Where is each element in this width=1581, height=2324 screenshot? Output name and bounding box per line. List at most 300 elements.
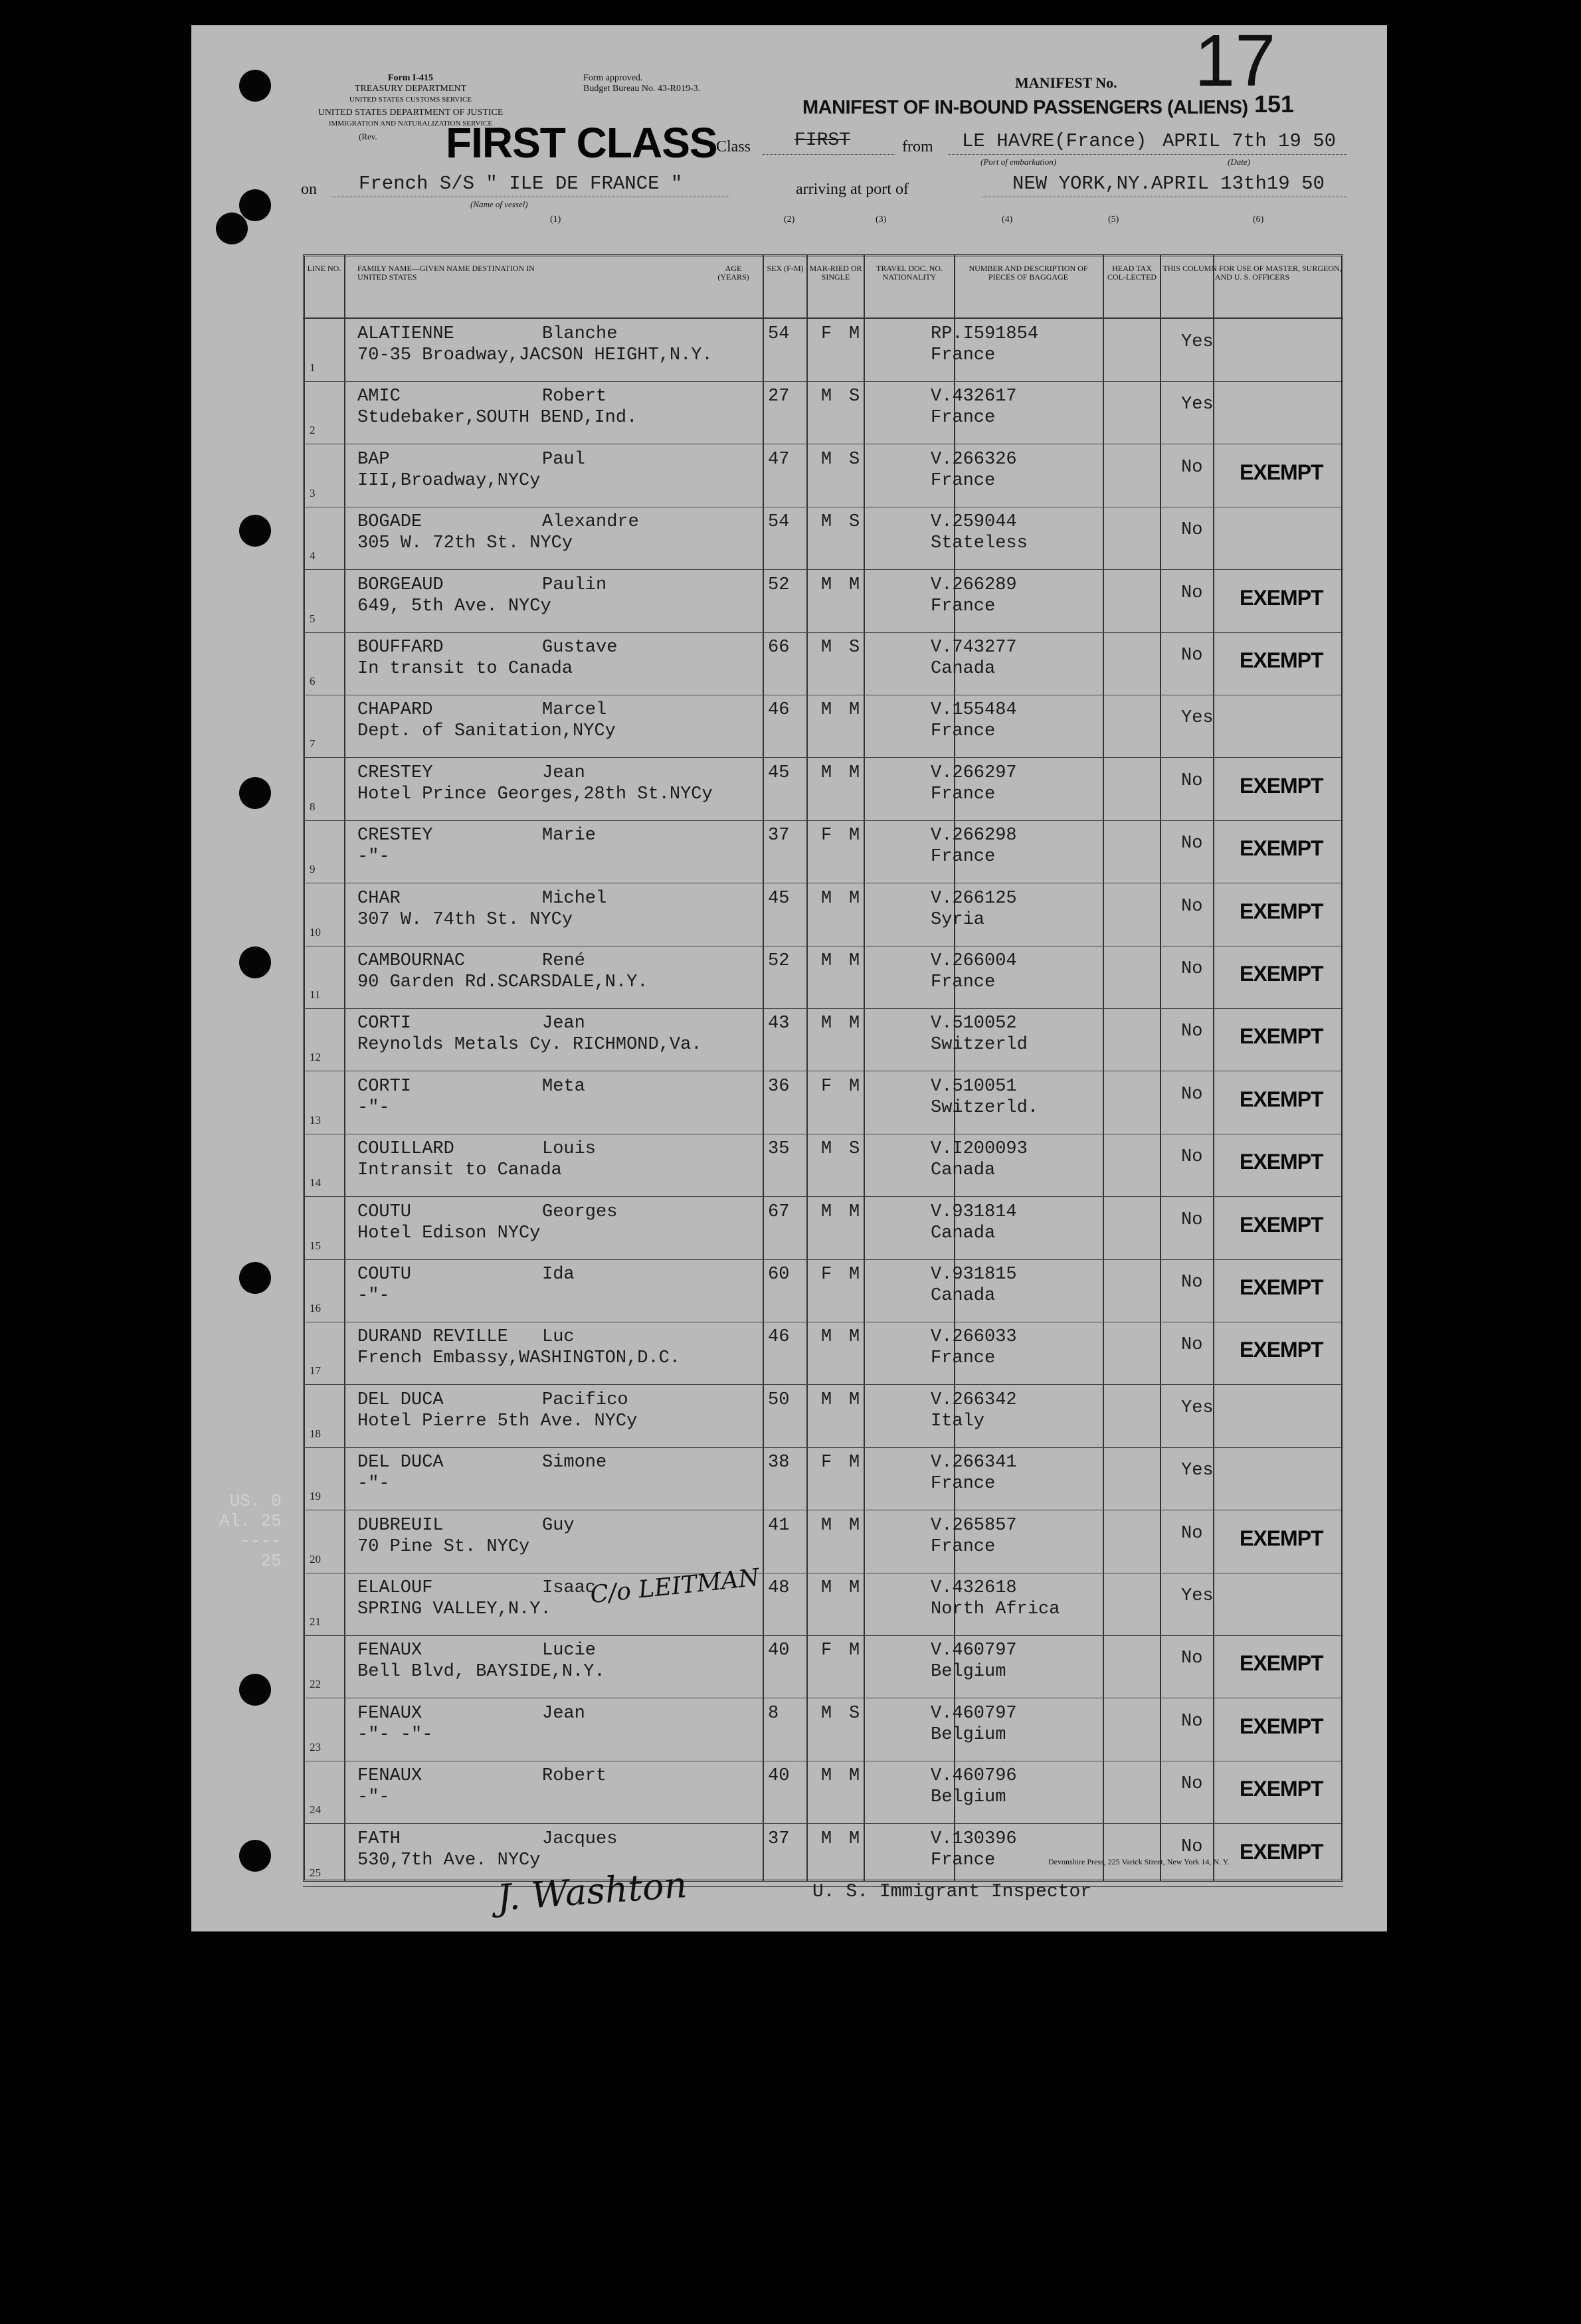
table-row — [303, 1447, 1343, 1510]
table-row — [303, 946, 1343, 1009]
table-row — [303, 695, 1343, 758]
on-label: on — [301, 181, 317, 198]
first-class-stamp: FIRST CLASS — [446, 119, 717, 167]
passenger-surname: CAMBOURNAC — [357, 951, 466, 971]
col-line-no: LINE NO. — [307, 264, 341, 273]
passenger-doc: V.I200093 — [931, 1139, 1028, 1160]
col-travel-doc: TRAVEL DOC. NO. NATIONALITY — [876, 264, 943, 282]
passenger-age: 43 — [768, 1014, 790, 1034]
passenger-nat: France — [931, 345, 996, 365]
table-row — [303, 570, 1343, 633]
passenger-sex: M — [821, 1515, 832, 1536]
passenger-officer-note: EXEMPT — [1240, 1212, 1323, 1237]
binder-hole — [239, 1840, 271, 1872]
passenger-surname: FENAUX — [357, 1703, 422, 1724]
passenger-sex: F — [821, 324, 832, 344]
passenger-surname: BOUFFARD — [357, 638, 444, 658]
passenger-doc: V.266298 — [931, 826, 1017, 846]
rev-label: (Rev. — [359, 132, 377, 141]
passenger-dest: Intransit to Canada — [357, 1160, 562, 1181]
table-row — [303, 883, 1343, 946]
passenger-line: 20 — [310, 1552, 321, 1565]
binder-hole — [239, 70, 271, 102]
passenger-nat: Canada — [931, 659, 996, 679]
passenger-sex: F — [821, 1641, 832, 1661]
passenger-age: 27 — [768, 387, 790, 407]
passenger-dest: Studebaker,SOUTH BEND,Ind. — [357, 408, 638, 428]
passenger-surname: CRESTEY — [357, 826, 433, 846]
passenger-dest: Hotel Edison NYCy — [357, 1223, 541, 1243]
passenger-ms: M — [849, 1327, 860, 1348]
passenger-ms: M — [849, 1076, 860, 1097]
passenger-officer-note: EXEMPT — [1240, 836, 1323, 861]
passenger-line: 22 — [310, 1678, 321, 1691]
manifest-label: MANIFEST No. — [1015, 74, 1117, 91]
passenger-ms: M — [849, 1766, 860, 1787]
passenger-tax: Yes — [1181, 1586, 1214, 1606]
treasury-dept: TREASURY DEPARTMENT — [354, 84, 467, 94]
passenger-officer-note: EXEMPT — [1240, 773, 1323, 798]
passenger-doc: V.510051 — [931, 1076, 1017, 1097]
passenger-sex: M — [821, 638, 832, 658]
passenger-given: Marie — [542, 826, 597, 846]
passenger-nat: France — [931, 470, 996, 491]
passenger-doc: V.931814 — [931, 1202, 1017, 1222]
passenger-ms: S — [849, 449, 860, 470]
passenger-tax: No — [1181, 1147, 1203, 1168]
passenger-surname: DEL DUCA — [357, 1453, 444, 1473]
passenger-given: Paulin — [542, 575, 607, 595]
passenger-given: Jean — [542, 762, 585, 783]
passenger-dest: -"- — [357, 847, 390, 867]
handwritten-note: C/o LEITMAN — [589, 1564, 761, 1609]
passenger-nat: Canada — [931, 1160, 996, 1181]
passenger-tax: No — [1181, 646, 1203, 666]
page-number: 151 — [1254, 90, 1295, 118]
passenger-sex: M — [821, 951, 832, 971]
passenger-ms: M — [849, 826, 860, 846]
passenger-sex: M — [821, 1202, 832, 1222]
passenger-doc: V.432617 — [931, 387, 1017, 407]
passenger-dest: -"- — [357, 1787, 390, 1808]
passenger-doc: V.266033 — [931, 1327, 1017, 1348]
passenger-nat: Syria — [931, 909, 985, 930]
passenger-doc: V.266341 — [931, 1453, 1017, 1473]
passenger-ms: S — [849, 387, 860, 407]
passenger-sex: M — [821, 1578, 832, 1598]
margin-tally — [219, 1491, 282, 1571]
passenger-given: Jacques — [542, 1829, 618, 1849]
passenger-officer-note: EXEMPT — [1240, 962, 1323, 986]
passenger-nat: France — [931, 596, 996, 616]
col-sex: SEX (F-M) — [767, 264, 804, 273]
passenger-sex: M — [821, 1703, 832, 1724]
passenger-age: 67 — [768, 1202, 790, 1222]
passenger-line: 14 — [310, 1176, 321, 1190]
passenger-dest: Hotel Pierre 5th Ave. NYCy — [357, 1411, 638, 1431]
passenger-surname: COUTU — [357, 1265, 412, 1285]
passenger-line: 18 — [310, 1427, 321, 1440]
passenger-surname: ELALOUF — [357, 1578, 433, 1598]
form-approved: Form approved. — [583, 73, 643, 83]
arriving-label: arriving at port of — [796, 181, 909, 198]
passenger-surname: DURAND REVILLE — [357, 1327, 508, 1348]
passenger-given: Jean — [542, 1703, 585, 1724]
passenger-surname: ALATIENNE — [357, 324, 454, 344]
passenger-doc: V.130396 — [931, 1829, 1017, 1849]
passenger-dest: -"- — [357, 1097, 390, 1118]
inspector-signature: J. Washton — [496, 1864, 689, 1919]
passenger-officer-note: EXEMPT — [1240, 585, 1323, 610]
passenger-nat: France — [931, 721, 996, 742]
passenger-line: 5 — [310, 612, 316, 625]
passenger-sex: M — [821, 1327, 832, 1348]
table-row — [303, 444, 1343, 507]
col-num-6: (6) — [1253, 215, 1264, 224]
passenger-line: 25 — [310, 1866, 321, 1879]
passenger-age: 40 — [768, 1766, 790, 1787]
passenger-surname: AMIC — [357, 387, 401, 407]
passenger-given: Georges — [542, 1202, 618, 1222]
from-label: from — [902, 138, 933, 155]
tally-total: 25 — [260, 1551, 282, 1571]
passenger-doc: V.266125 — [931, 888, 1017, 909]
port-embarkation: LE HAVRE(France) — [962, 130, 1147, 152]
passenger-given: Pacifico — [542, 1389, 628, 1410]
passenger-ms: M — [849, 1202, 860, 1222]
passenger-doc: V.266004 — [931, 951, 1017, 971]
passenger-surname: FENAUX — [357, 1766, 422, 1787]
passenger-dest: Hotel Prince Georges,28th St.NYCy — [357, 784, 713, 804]
passenger-surname: BORGEAUD — [357, 575, 444, 595]
passenger-nat: Switzerld — [931, 1035, 1028, 1055]
passenger-dest: 90 Garden Rd.SCARSDALE,N.Y. — [357, 972, 648, 992]
passenger-doc: V.743277 — [931, 638, 1017, 658]
passenger-officer-note: EXEMPT — [1240, 1338, 1323, 1362]
embark-date: APRIL 7th 19 50 — [1162, 130, 1337, 152]
passenger-nat: France — [931, 1850, 996, 1870]
passenger-age: 50 — [768, 1389, 790, 1410]
passenger-tax: No — [1181, 959, 1203, 979]
passenger-surname: BAP — [357, 449, 390, 470]
passenger-age: 35 — [768, 1139, 790, 1160]
passenger-dest: -"- — [357, 1286, 390, 1306]
col-married-single: MAR-RIED OR SINGLE — [809, 264, 862, 282]
passenger-sex: M — [821, 700, 832, 721]
passenger-given: Louis — [542, 1139, 597, 1160]
passenger-doc: V.931815 — [931, 1265, 1017, 1285]
table-row — [303, 1510, 1343, 1573]
vessel-name: French S/S " ILE DE FRANCE " — [359, 173, 683, 195]
passenger-nat: France — [931, 1474, 996, 1494]
passenger-officer-note: EXEMPT — [1240, 1024, 1323, 1049]
passenger-age: 54 — [768, 324, 790, 344]
tally-al: Al. 25 — [219, 1511, 282, 1531]
passenger-age: 60 — [768, 1265, 790, 1285]
passenger-sex: M — [821, 762, 832, 783]
passenger-age: 54 — [768, 512, 790, 533]
passenger-nat: Belgium — [931, 1662, 1006, 1682]
passenger-officer-note: EXEMPT — [1240, 1651, 1323, 1676]
passenger-given: Robert — [542, 1766, 607, 1787]
passenger-tax: No — [1181, 1649, 1203, 1669]
passenger-line: 10 — [310, 925, 321, 939]
justice-dept: UNITED STATES DEPARTMENT OF JUSTICE — [318, 108, 504, 118]
passenger-sex: M — [821, 575, 832, 595]
passenger-age: 40 — [768, 1641, 790, 1661]
passenger-officer-note: EXEMPT — [1240, 1087, 1323, 1111]
passenger-doc: V.266297 — [931, 762, 1017, 783]
table-row — [303, 1698, 1343, 1761]
passenger-nat: Stateless — [931, 533, 1028, 554]
table-row — [303, 820, 1343, 883]
passenger-given: Meta — [542, 1076, 585, 1097]
passenger-tax: No — [1181, 1273, 1203, 1293]
passenger-doc: V.460796 — [931, 1766, 1017, 1787]
table-row — [303, 1071, 1343, 1134]
passenger-given: Lucie — [542, 1641, 597, 1661]
passenger-surname: CHAR — [357, 888, 401, 909]
manifest-number: 17 — [1194, 20, 1276, 102]
passenger-surname: DEL DUCA — [357, 1389, 444, 1410]
passenger-dest: Bell Blvd, BAYSIDE,N.Y. — [357, 1662, 605, 1682]
passenger-surname: CHAPARD — [357, 700, 433, 721]
printer-imprint: Devonshire Press, 225 Varick Street, New York 14, N. Y. — [1048, 1857, 1230, 1866]
passenger-tax: Yes — [1181, 332, 1214, 352]
passenger-ms: M — [849, 1641, 860, 1661]
passenger-tax: Yes — [1181, 1461, 1214, 1481]
passenger-doc: RP.I591854 — [931, 324, 1039, 344]
passenger-surname: CORTI — [357, 1014, 412, 1034]
binder-hole — [239, 777, 271, 809]
passenger-age: 37 — [768, 826, 790, 846]
passenger-nat: France — [931, 972, 996, 992]
passenger-given: Marcel — [542, 700, 607, 721]
passenger-surname: FENAUX — [357, 1641, 422, 1661]
passenger-given: Isaac — [542, 1578, 597, 1598]
passenger-tax: Yes — [1181, 395, 1214, 415]
passenger-dest: SPRING VALLEY,N.Y. — [357, 1599, 551, 1619]
passenger-tax: No — [1181, 770, 1203, 791]
passenger-officer-note: EXEMPT — [1240, 648, 1323, 672]
passenger-surname: DUBREUIL — [357, 1515, 444, 1536]
passenger-tax: No — [1181, 520, 1203, 541]
passenger-ms: M — [849, 1265, 860, 1285]
passenger-nat: Belgium — [931, 1724, 1006, 1745]
passenger-line: 8 — [310, 800, 316, 813]
passenger-tax: No — [1181, 1836, 1203, 1857]
passenger-tax: No — [1181, 1774, 1203, 1795]
binder-hole — [239, 189, 271, 221]
passenger-tax: Yes — [1181, 1397, 1214, 1418]
passenger-line: 9 — [310, 863, 316, 876]
tally-separator: ---- — [240, 1531, 282, 1551]
passenger-given: Robert — [542, 387, 607, 407]
passenger-line: 1 — [310, 361, 316, 374]
passenger-sex: M — [821, 1389, 832, 1410]
passenger-given: Luc — [542, 1327, 575, 1348]
passenger-officer-note: EXEMPT — [1240, 1714, 1323, 1738]
table-row — [303, 1259, 1343, 1322]
passenger-given: Ida — [542, 1265, 575, 1285]
table-row — [303, 632, 1343, 695]
passenger-surname: COUTU — [357, 1202, 412, 1222]
form-number: Form I-415 — [387, 73, 434, 83]
passenger-ms: M — [849, 1014, 860, 1034]
passenger-line: 16 — [310, 1302, 321, 1314]
passenger-line: 21 — [310, 1615, 321, 1628]
col-name-destination: FAMILY NAME—GIVEN NAME DESTINATION IN UNITED STATES — [357, 264, 535, 282]
passenger-surname: CRESTEY — [357, 762, 433, 783]
passenger-officer-note: EXEMPT — [1240, 1275, 1323, 1299]
passenger-given: Jean — [542, 1014, 585, 1034]
passenger-doc: V.259044 — [931, 512, 1017, 533]
passenger-dest: III,Broadway,NYCy — [357, 470, 541, 491]
binder-hole — [239, 1262, 271, 1294]
passenger-officer-note: EXEMPT — [1240, 899, 1323, 923]
passenger-line: 2 — [310, 424, 316, 437]
passenger-ms: M — [849, 1515, 860, 1536]
passenger-tax: No — [1181, 1335, 1203, 1356]
passenger-ms: S — [849, 512, 860, 533]
passenger-ms: S — [849, 1703, 860, 1724]
passenger-given: Alexandre — [542, 512, 639, 533]
table-row — [303, 1824, 1343, 1887]
budget-bureau: Budget Bureau No. 43-R019-3. — [583, 84, 701, 94]
passenger-doc: V.460797 — [931, 1703, 1017, 1724]
passenger-doc: V.266326 — [931, 449, 1017, 470]
passenger-sex: M — [821, 1829, 832, 1849]
passenger-officer-note: EXEMPT — [1240, 1777, 1323, 1801]
table-row — [303, 1761, 1343, 1824]
passenger-surname: COUILLARD — [357, 1139, 454, 1160]
passenger-given: Gustave — [542, 638, 618, 658]
passenger-ms: M — [849, 1829, 860, 1849]
passenger-ms: M — [849, 700, 860, 721]
passenger-sex: F — [821, 1076, 832, 1097]
passenger-tax: No — [1181, 834, 1203, 854]
passenger-nat: Canada — [931, 1223, 996, 1243]
passenger-age: 41 — [768, 1515, 790, 1536]
passenger-nat: France — [931, 1536, 996, 1557]
passenger-tax: No — [1181, 896, 1203, 917]
col-num-3: (3) — [876, 215, 887, 224]
passenger-doc: V.432618 — [931, 1578, 1017, 1598]
passenger-officer-note: EXEMPT — [1240, 1839, 1323, 1864]
col-head-tax: HEAD TAX COL-LECTED — [1107, 264, 1157, 282]
passenger-tax: No — [1181, 582, 1203, 603]
class-value: FIRST — [794, 130, 851, 151]
passenger-sex: F — [821, 1453, 832, 1473]
passenger-doc: V.266342 — [931, 1389, 1017, 1410]
table-row — [303, 319, 1343, 382]
passenger-dest: 70 Pine St. NYCy — [357, 1536, 530, 1557]
passenger-age: 38 — [768, 1453, 790, 1473]
passenger-line: 7 — [310, 737, 316, 751]
customs-service: UNITED STATES CUSTOMS SERVICE — [349, 96, 472, 104]
passenger-doc: V.265857 — [931, 1515, 1017, 1536]
passenger-ms: M — [849, 575, 860, 595]
passenger-nat: Switzerld. — [931, 1097, 1039, 1118]
passenger-ms: M — [849, 951, 860, 971]
passenger-age: 45 — [768, 888, 790, 909]
table-row — [303, 1134, 1343, 1197]
passenger-line: 4 — [310, 549, 316, 563]
manifest-title: MANIFEST OF IN-BOUND PASSENGERS (ALIENS) — [802, 97, 1248, 118]
passenger-line: 17 — [310, 1364, 321, 1378]
passenger-given: Michel — [542, 888, 607, 909]
arrival-port-date: NEW YORK,NY.APRIL 13th19 50 — [1012, 173, 1325, 195]
manifest-page — [191, 20, 1387, 1931]
passenger-ms: M — [849, 888, 860, 909]
passenger-age: 52 — [768, 575, 790, 595]
passenger-dest: 70-35 Broadway,JACSON HEIGHT,N.Y. — [357, 345, 713, 365]
passenger-nat: France — [931, 408, 996, 428]
passenger-doc: V.155484 — [931, 700, 1017, 721]
table-row — [303, 1385, 1343, 1448]
passenger-sex: F — [821, 826, 832, 846]
passenger-surname: BOGADE — [357, 512, 422, 533]
passenger-age: 46 — [768, 1327, 790, 1348]
passenger-dest: -"- — [357, 1474, 390, 1494]
passenger-tax: No — [1181, 1084, 1203, 1105]
table-row — [303, 758, 1343, 821]
passenger-tax: No — [1181, 1209, 1203, 1230]
passenger-surname: CORTI — [357, 1076, 412, 1097]
passenger-officer-note: EXEMPT — [1240, 1150, 1323, 1174]
col-num-1: (1) — [550, 215, 561, 224]
passenger-dest: French Embassy,WASHINGTON,D.C. — [357, 1348, 681, 1369]
passenger-tax: No — [1181, 1711, 1203, 1732]
form-approval — [583, 73, 700, 94]
passenger-ms: M — [849, 1453, 860, 1473]
passenger-line: 11 — [310, 988, 321, 1001]
passenger-dest: 305 W. 72th St. NYCy — [357, 533, 573, 554]
table-row — [303, 381, 1343, 444]
binder-hole — [216, 213, 248, 244]
class-label: Class — [716, 138, 751, 155]
date-caption: (Date) — [1228, 157, 1250, 167]
passenger-dest: 649, 5th Ave. NYCy — [357, 596, 551, 616]
passenger-officer-note: EXEMPT — [1240, 460, 1323, 484]
passenger-sex: M — [821, 449, 832, 470]
passenger-line: 6 — [310, 675, 316, 687]
passenger-sex: M — [821, 512, 832, 533]
passenger-ms: S — [849, 638, 860, 658]
passenger-tax: No — [1181, 457, 1203, 478]
passenger-given: Paul — [542, 449, 585, 470]
passenger-nat: Italy — [931, 1411, 985, 1431]
passenger-line: 3 — [310, 486, 316, 499]
passenger-line: 24 — [310, 1803, 321, 1817]
passenger-age: 37 — [768, 1829, 790, 1849]
passenger-dest: Reynolds Metals Cy. RICHMOND,Va. — [357, 1035, 702, 1055]
col-baggage: NUMBER AND DESCRIPTION OF PIECES OF BAGGAGE — [969, 264, 1088, 282]
passenger-officer-note: EXEMPT — [1240, 1526, 1323, 1550]
passenger-given: Simone — [542, 1453, 607, 1473]
passenger-line: 15 — [310, 1239, 321, 1252]
col-age: AGE (YEARS) — [717, 264, 749, 282]
passenger-tax: No — [1181, 1523, 1203, 1544]
passenger-age: 8 — [768, 1703, 779, 1724]
passenger-sex: M — [821, 1014, 832, 1034]
passenger-nat: Canada — [931, 1286, 996, 1306]
ins-service: IMMIGRATION AND NATURALIZATION SERVICE — [328, 120, 493, 128]
col-num-5: (5) — [1108, 215, 1119, 224]
passenger-ms: M — [849, 762, 860, 783]
table-row — [303, 1573, 1343, 1636]
passenger-nat: France — [931, 784, 996, 804]
